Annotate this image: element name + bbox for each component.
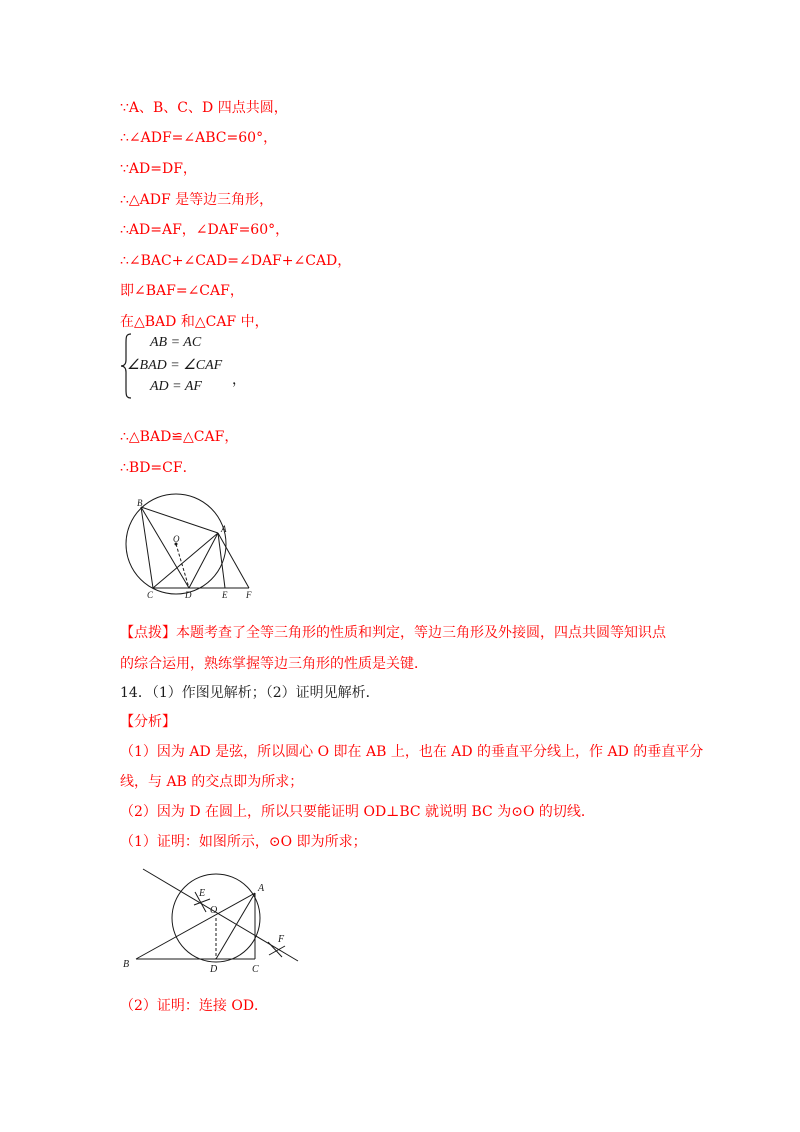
system-row-1: AB = AC — [150, 335, 202, 350]
fig2-label-O: O — [210, 905, 218, 916]
proof-line-8: 在△BAD 和△CAF 中， — [120, 314, 269, 330]
proof-line-6: ∴∠BAC+∠CAD=∠DAF+∠CAD， — [120, 253, 352, 269]
system-row-3: AD = AF — [150, 379, 202, 394]
fig2-label-F: F — [278, 934, 285, 945]
fenxi-label: 【分析】 — [120, 714, 176, 730]
last-line: （2）证明：连接 OD． — [120, 998, 269, 1014]
fig1-label-B: B — [137, 498, 143, 508]
fig2-label-A: A — [258, 883, 265, 894]
proof-line-5: ∴AD=AF，∠DAF=60°， — [120, 222, 290, 238]
analysis-line-4: （1）证明：如图所示，⊙O 即为所求； — [120, 834, 367, 850]
dianbo-line-2: 的综合运用，熟练掌握等边三角形的性质是关键． — [120, 656, 428, 672]
fig1-label-F: F — [246, 590, 252, 600]
figure-circle-quadrilateral — [118, 492, 268, 602]
dianbo-line-1: 【点拨】本题考查了全等三角形的性质和判定，等边三角形及外接圆，四点共圆等知识点 — [120, 625, 666, 641]
figure-right-triangle-circle — [118, 865, 308, 977]
fig1-label-O: O — [173, 534, 180, 544]
fig1-label-D: D — [185, 590, 192, 600]
fig2-label-E: E — [199, 888, 206, 899]
proof-line-3: ∵AD=DF， — [120, 161, 197, 177]
q14-answer: 14．（1）作图见解析；（2）证明见解析． — [120, 685, 380, 701]
fig1-label-A: A — [221, 524, 227, 534]
system-row-2: ∠BAD = ∠CAF — [127, 358, 223, 373]
system-comma: ， — [232, 372, 246, 388]
proof-line-1: ∵A、B、C、D 四点共圆， — [120, 100, 288, 116]
fig1-label-C: C — [147, 590, 154, 600]
analysis-line-2: 线，与 AB 的交点即为所求； — [120, 774, 304, 790]
fig1-label-E: E — [222, 590, 228, 600]
equation-system — [120, 333, 240, 399]
proof-line-4: ∴△ADF 是等边三角形， — [120, 192, 274, 208]
fig2-label-B: B — [123, 959, 130, 970]
fig2-label-C: C — [252, 964, 259, 975]
proof-line-2: ∴∠ADF=∠ABC=60°， — [120, 130, 278, 146]
analysis-line-3: （2）因为 D 在圆上，所以只要能证明 OD⊥BC 就说明 BC 为⊙O 的切线． — [120, 804, 595, 820]
analysis-line-1: （1）因为 AD 是弦，所以圆心 O 即在 AB 上，也在 AD 的垂直平分线上，作 AD 的垂直平分 — [120, 744, 704, 760]
fig2-label-D: D — [210, 964, 218, 975]
proof-line-10: ∴BD=CF． — [120, 460, 197, 476]
proof-line-9: ∴△BAD≌△CAF， — [120, 429, 239, 445]
proof-line-7: 即∠BAF=∠CAF， — [120, 283, 244, 299]
